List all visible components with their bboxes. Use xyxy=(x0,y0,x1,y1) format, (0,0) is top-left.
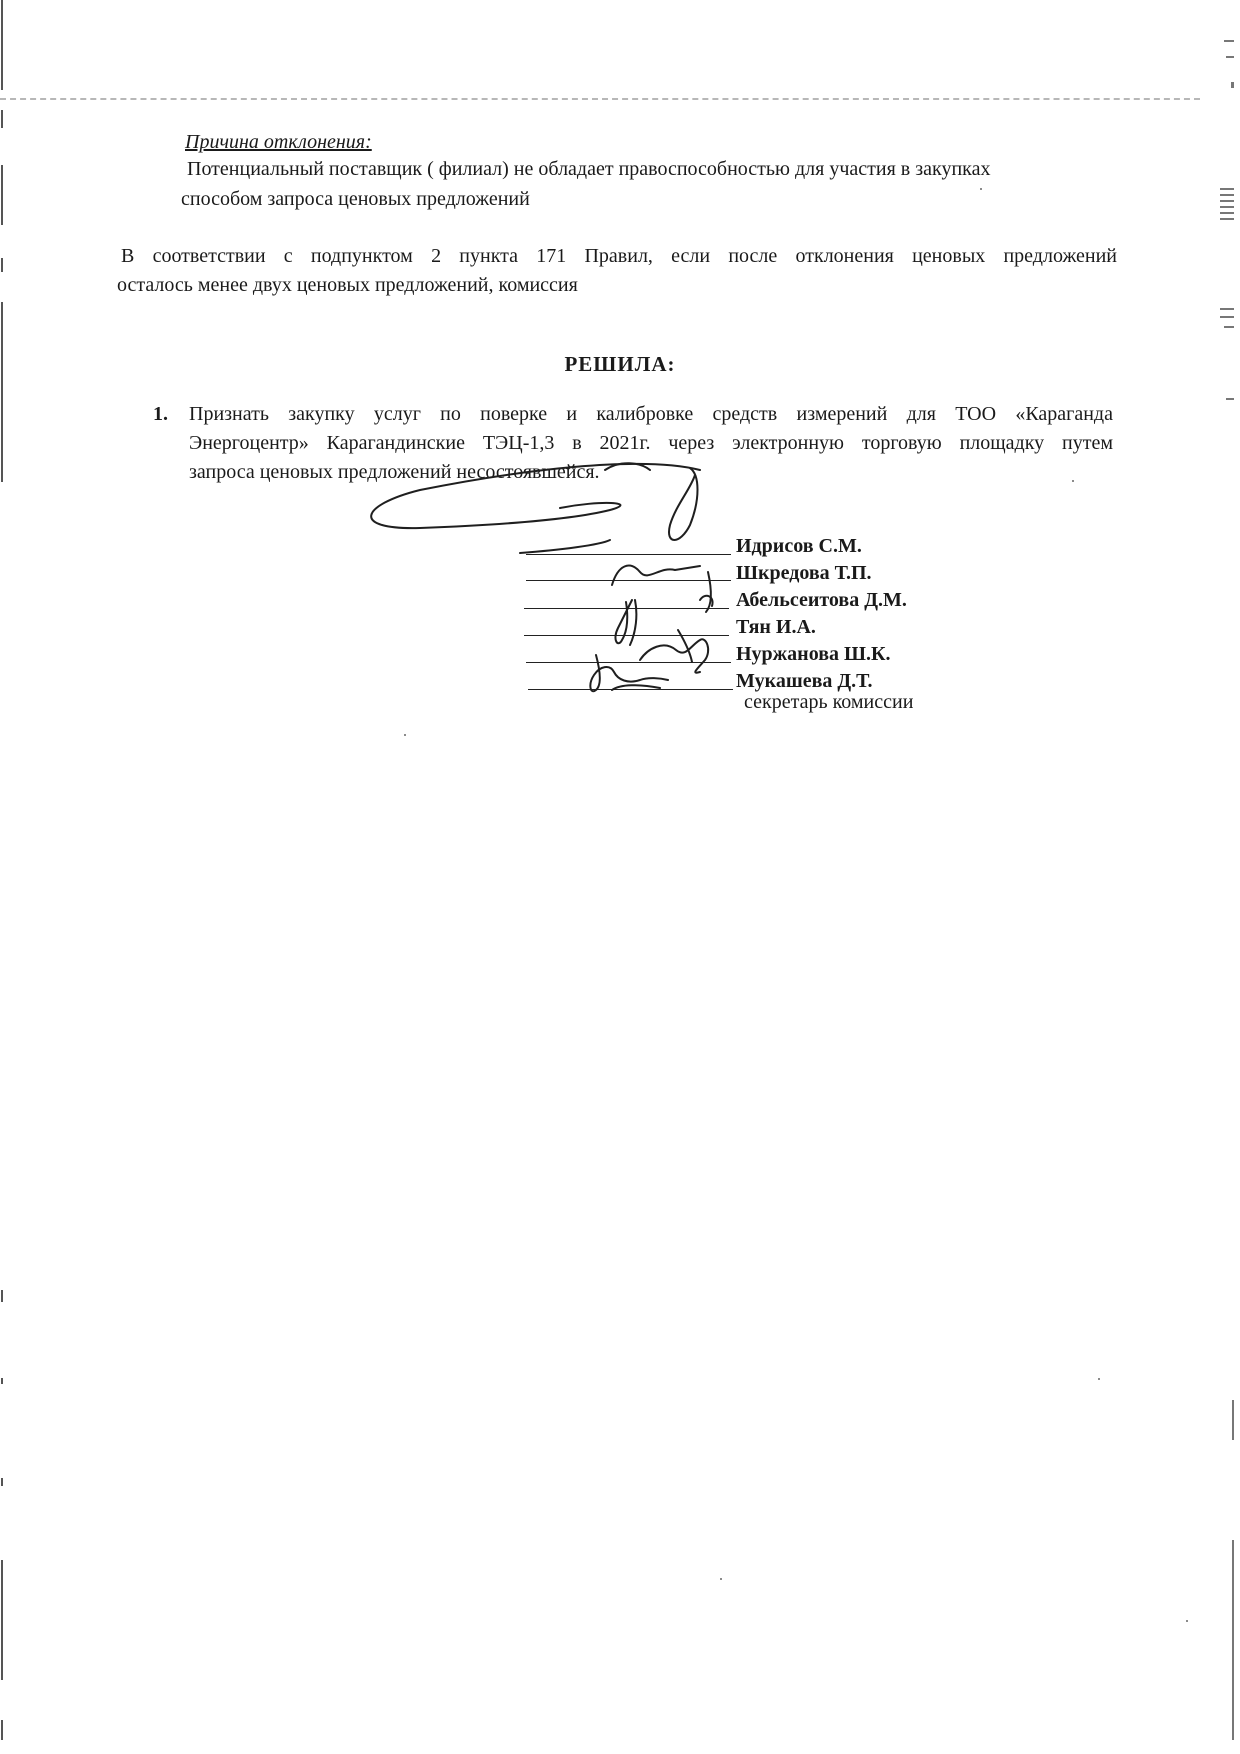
scan-speck xyxy=(720,1578,722,1580)
signatory-name: Тян И.А. xyxy=(736,616,816,638)
decision-item-line: Признать закупку услуг по поверке и калибровке средств измерений для ТОО «Караганда xyxy=(189,403,1113,425)
decision-item-line: Энергоцентр» Карагандинские ТЭЦ-1,3 в 2021г. через электронную торговую площадку путем xyxy=(189,432,1113,454)
scan-speck xyxy=(404,734,406,736)
rejection-reason-line: Потенциальный поставщик ( филиал) не обладает правоспособностью для участия в закупках xyxy=(187,158,991,180)
decision-list xyxy=(153,400,1113,487)
rejection-reason-text xyxy=(183,154,1103,214)
scan-speck xyxy=(1098,1378,1100,1380)
signatory-name: Нуржанова Ш.К. xyxy=(736,643,891,665)
scan-speck xyxy=(980,188,982,190)
rules-paragraph xyxy=(117,242,1117,300)
rejection-reason-title: Причина отклонения: xyxy=(185,131,372,153)
scan-left-edge xyxy=(0,0,8,1754)
rules-paragraph-line: осталось менее двух ценовых предложений, комиссия xyxy=(117,274,578,296)
rules-paragraph-line: В соответствии с подпунктом 2 пункта 171 Правил, если после отклонения ценовых предложений xyxy=(121,245,1117,267)
signature-line xyxy=(526,580,731,581)
signatory-name: Мукашева Д.Т. xyxy=(736,670,873,692)
signatory-name: Шкредова Т.П. xyxy=(736,562,872,584)
decision-item xyxy=(153,400,1113,487)
scan-speck xyxy=(1186,1620,1188,1622)
signature-line xyxy=(526,662,731,663)
decision-heading: РЕШИЛА: xyxy=(564,352,676,376)
signatory-name: Идрисов С.М. xyxy=(736,535,862,557)
scan-right-edge xyxy=(1210,0,1240,1754)
signature-line xyxy=(526,554,731,555)
decision-item-text xyxy=(189,400,1113,487)
decision-item-line: запроса ценовых предложений несостоявшейся. xyxy=(189,461,600,483)
signature-line xyxy=(528,689,733,690)
signature-line xyxy=(524,608,729,609)
secretary-role: секретарь комиссии xyxy=(744,691,914,713)
rejection-reason xyxy=(183,130,1103,214)
decision-item-number: 1. xyxy=(153,403,168,425)
scan-speck xyxy=(1072,480,1074,482)
rejection-reason-line: способом запроса ценовых предложений xyxy=(181,188,530,210)
signatory-name: Абельсеитова Д.М. xyxy=(736,589,907,611)
scan-dashed-line xyxy=(0,98,1200,100)
signature-block xyxy=(520,528,960,718)
signature-line xyxy=(524,635,729,636)
